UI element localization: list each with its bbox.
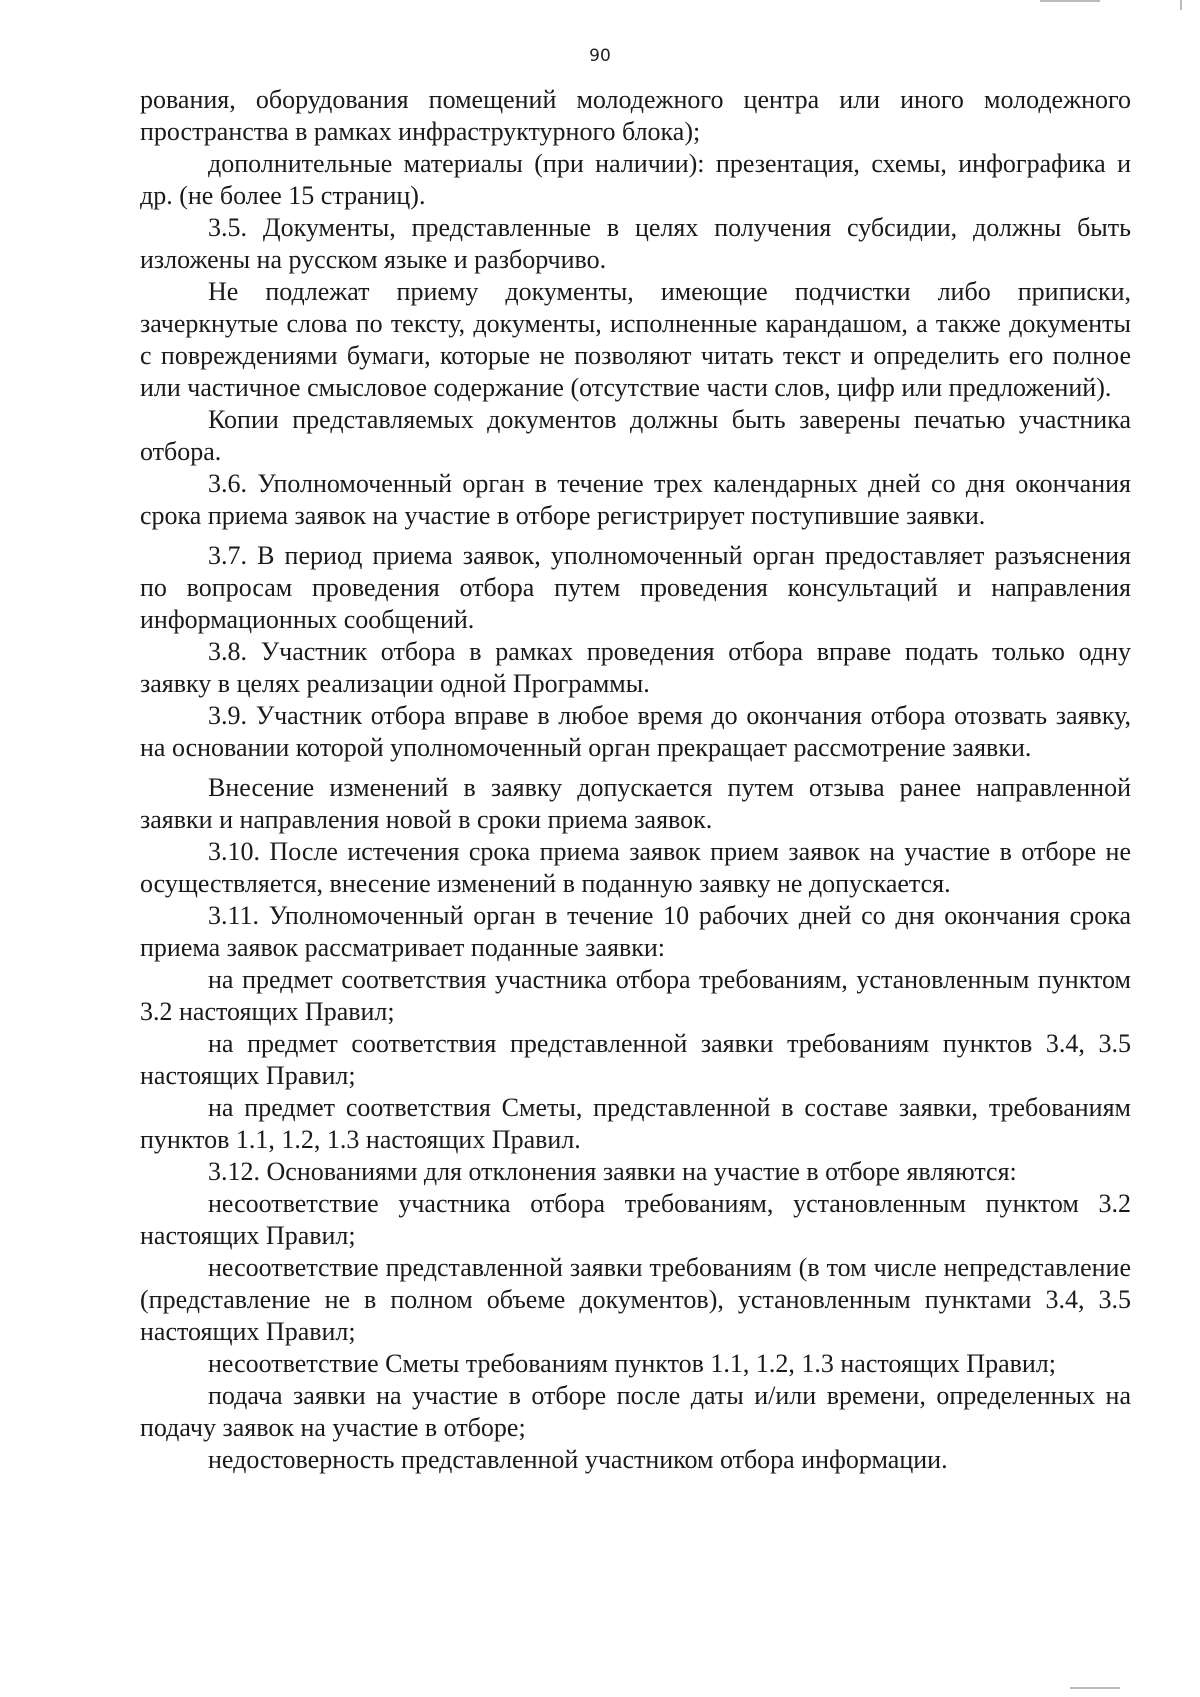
- paragraph: недостоверность представленной участником отбора информации.: [208, 1445, 948, 1474]
- document-body: [140, 84, 1131, 1476]
- paragraph: несоответствие Сметы требованиям пунктов 1.1, 1.2, 1.3 настоящих Правил;: [208, 1349, 1056, 1378]
- paragraph: Копии представляемых документов должны быть заверены печатью участника отбора.: [140, 405, 1131, 466]
- paragraph: дополнительные материалы (при наличии): презентация, схемы, инфографика и др. (не более 15 страниц).: [140, 149, 1131, 210]
- paragraph: на предмет соответствия участника отбора требованиям, установленным пунктом 3.2 настоящих Правил;: [140, 965, 1131, 1026]
- paragraph: 3.6. Уполномоченный орган в течение трех календарных дней со дня окончания срока приема заявок на участие в отборе регистрирует поступившие заявки.: [140, 469, 1131, 530]
- paragraph: подача заявки на участие в отборе после даты и/или времени, определенных на подачу заявок на участие в отборе;: [140, 1381, 1131, 1442]
- paragraph: на предмет соответствия представленной заявки требованиям пунктов 3.4, 3.5 настоящих Правил;: [140, 1029, 1131, 1090]
- paragraph: 3.10. После истечения срока приема заявок прием заявок на участие в отборе не осуществляется, внесение изменений в поданную заявку не допускается.: [140, 837, 1131, 898]
- paragraph: 3.5. Документы, представленные в целях получения субсидии, должны быть изложены на русском языке и разборчиво.: [140, 213, 1131, 274]
- paragraph: 3.12. Основаниями для отклонения заявки на участие в отборе являются:: [208, 1157, 1017, 1186]
- paragraph: на предмет соответствия Сметы, представленной в составе заявки, требованиям пунктов 1.1, 1.2, 1.3 настоящих Правил.: [140, 1093, 1131, 1154]
- scan-artifact-edge: [1180, 0, 1182, 10]
- paragraph: Не подлежат приему документы, имеющие подчистки либо приписки, зачеркнутые слова по тексту, документы, исполненные карандашом, а также документы с повреждениями бумаги, которые не позволяют читать текст и определить его полное или частичное смысловое содержание (отсутствие части слов, цифр или предложений).: [140, 277, 1131, 402]
- scan-artifact-top: [1040, 0, 1100, 2]
- paragraph: 3.11. Уполномоченный орган в течение 10 рабочих дней со дня окончания срока приема заявок рассматривает поданные заявки:: [140, 901, 1131, 962]
- paragraph: 3.7. В период приема заявок, уполномоченный орган предоставляет разъяснения по вопросам проведения отбора путем проведения консультаций и направления информационных сообщений.: [140, 541, 1131, 634]
- page-number: 90: [589, 46, 611, 66]
- paragraph: несоответствие участника отбора требованиям, установленным пунктом 3.2 настоящих Правил;: [140, 1189, 1131, 1250]
- scan-artifact-bottom: [1070, 1687, 1120, 1689]
- paragraph: 3.9. Участник отбора вправе в любое время до окончания отбора отозвать заявку, на основании которой уполномоченный орган прекращает рассмотрение заявки.: [140, 701, 1131, 762]
- paragraph: Внесение изменений в заявку допускается путем отзыва ранее направленной заявки и направления новой в сроки приема заявок.: [140, 773, 1131, 834]
- paragraph: несоответствие представленной заявки требованиям (в том числе непредставление (представление не в полном объеме документов), установленным пунктами 3.4, 3.5 настоящих Правил;: [140, 1253, 1131, 1346]
- paragraph: рования, оборудования помещений молодежного центра или иного молодежного пространства в рамках инфраструктурного блока);: [140, 85, 1131, 146]
- paragraph: 3.8. Участник отбора в рамках проведения отбора вправе подать только одну заявку в целях реализации одной Программы.: [140, 637, 1131, 698]
